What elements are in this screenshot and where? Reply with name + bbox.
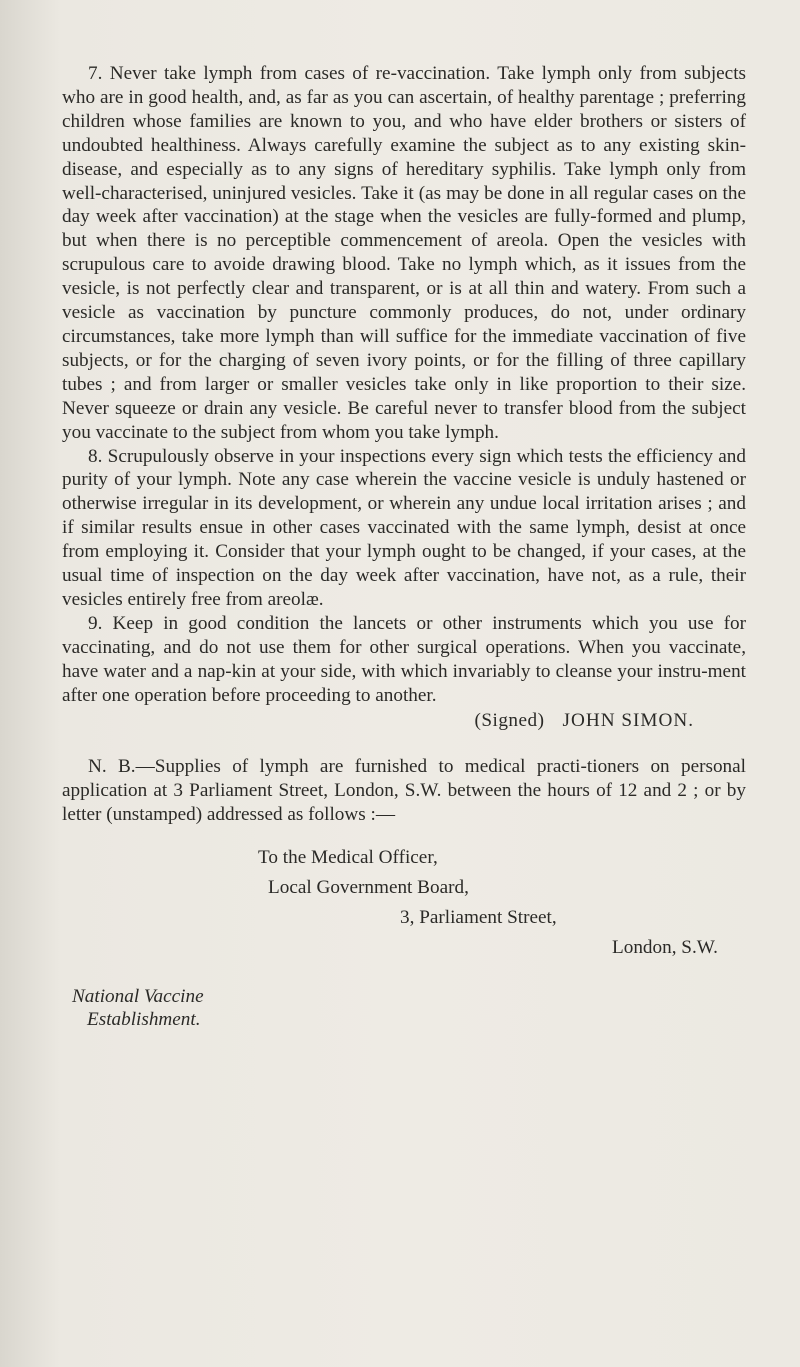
footer-line-2: Establishment. bbox=[87, 1009, 201, 1031]
paragraph-9: 9. Keep in good condition the lancets or other instruments which you use for vaccinating, and do not use them for other surgical operations. When you vaccinate, have water and a nap-kin at your side, with which invariably to cleanse your instru-ment after one operation before proceeding to another. bbox=[62, 612, 746, 706]
signed-label: (Signed) bbox=[474, 710, 545, 732]
postal-address bbox=[62, 843, 746, 963]
address-line-board: Local Government Board, bbox=[268, 877, 469, 899]
address-line-recipient: To the Medical Officer, bbox=[258, 847, 438, 869]
address-line-street: 3, Parliament Street, bbox=[400, 907, 557, 929]
paragraph-8: 8. Scrupulously observe in your inspections every sign which tests the efficiency and purity of your lymph. Note any case wherein the vaccine vesicle is unduly hastened or otherwise irregular in its development, or wherein any undue local irritation arises ; and if similar results ensue in other cases vaccinated with the same lymph, desist at once from employing it. Consider that your lymph ought to be changed, if your cases, at the usual time of inspection on the day week after vaccination, have not, as a rule, their vesicles entirely free from areolæ. bbox=[62, 445, 746, 610]
document-body bbox=[62, 62, 746, 1031]
paragraph-7: 7. Never take lymph from cases of re-vaccination. Take lymph only from subjects who are in good health, and, as far as you can ascertain, of healthy parentage ; preferring children whose families are known to you, and who have elder brothers or sisters of undoubted healthiness. Always carefully examine the subject as to any existing skin-disease, and especially as to any signs of hereditary syphilis. Take lymph only from well-characterised, uninjured vesicles. Take it (as may be done in all regular cases on the day week after vaccination) at the stage when the vesicles are fully-formed and plump, but when there is no perceptible commencement of areola. Open the vesicles with scrupulous care to avoide drawing blood. Take no lymph which, as it issues from the vesicle, is not perfectly clear and transparent, or is at all thin and watery. From such a vesicle as vaccination by puncture commonly produces, do not, under ordinary circumstances, take more lymph than will suffice for the immediate vaccination of five subjects, or for the charging of seven ivory points, or for the filling of three capillary tubes ; and from larger or smaller vesicles take only in like proportion to their size. Never squeeze or drain any vesicle. Be careful never to transfer blood from the subject you vaccinate to the subject from whom you take lymph. bbox=[62, 63, 746, 443]
address-line-city: London, S.W. bbox=[612, 937, 718, 959]
footer-line-1: National Vaccine bbox=[72, 986, 204, 1008]
signature-line bbox=[62, 709, 746, 733]
signer-name: JOHN SIMON. bbox=[562, 710, 694, 732]
nota-bene-paragraph: N. B.—Supplies of lymph are furnished to medical practi-tioners on personal application at 3 Parliament Street, London, S.W. between the hours of 12 and 2 ; or by letter (unstamped) addressed as follows :— bbox=[62, 756, 746, 826]
issuer-footer bbox=[62, 985, 746, 1031]
